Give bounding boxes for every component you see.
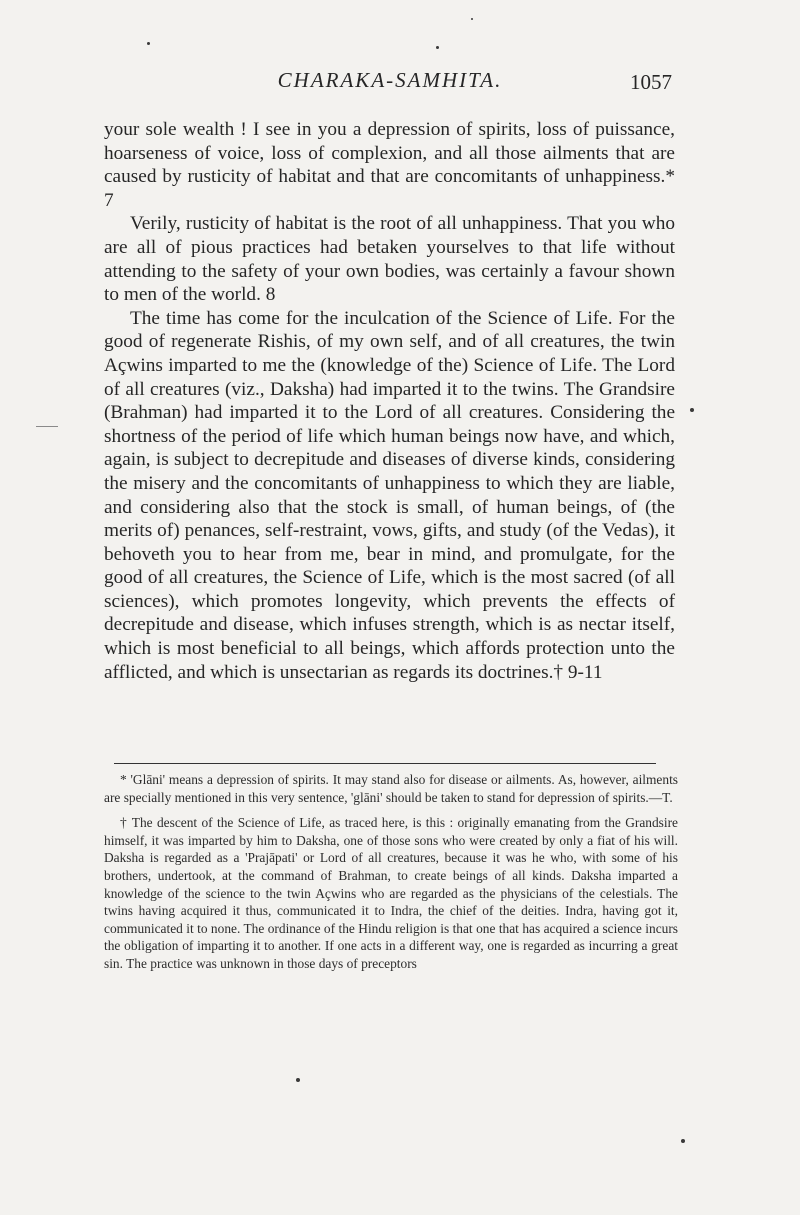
paragraph-3: The time has come for the inculcation of the Science of Life. For the good of regenerate Rishis, of my own self, and of all creatures, the twin Açwins imparted to me the (knowledge of the) Science of Life. The Lord of all creatures (viz., Daksha) had imparted it to the twins. The Grandsire (Brahman) had imparted it to the Lord of all creatures. Considering the shortness of the period of life which human beings now have, and which, again, is subject to decrepitude and diseases of diverse kinds, considering the misery and the concomitants of unhappiness to which they are liable, and considering also that the stock is small, of human beings, of (the merits of) penances, self-restraint, vows, gifts, and study (of the Vedas), it behoveth you to hear from me, bear in mind, and promulgate, for the good of all creatures, the Science of Life, which is the most sacred (of all sciences), which promotes longevity, which prevents the effects of decrepitude and disease, which infuses strength, which is as nectar itself, which is most beneficial to all beings, which affords protection unto the afflicted, and which is unsectarian as regards its doctrines.† 9-11 [104, 307, 675, 683]
footnote-1: * 'Glāni' means a depression of spirits. It may stand also for disease or ailments. As, however, ailments are specially mentioned in this very sentence, 'glāni' should be taken to stand for depression of spirits.—T. [104, 772, 678, 805]
paragraph-2: Verily, rusticity of habitat is the root of all unhappiness. That you who are all of pious practices had betaken yourselves to that life without attending to the safety of your own bodies, was certainly a favour shown to men of the world. 8 [104, 213, 675, 306]
ink-speck [436, 46, 439, 49]
ink-speck [690, 408, 694, 412]
footnotes [104, 771, 678, 981]
ink-speck [681, 1139, 685, 1143]
page-number: 1057 [630, 70, 672, 94]
running-title: CHARAKA-SAMHITA. [277, 68, 503, 92]
main-text [104, 118, 675, 684]
ink-speck [471, 18, 473, 20]
ink-speck [147, 42, 150, 45]
ink-speck [296, 1078, 300, 1082]
footnote-divider [114, 763, 656, 764]
running-head [104, 68, 676, 104]
footnote-2: † The descent of the Science of Life, as traced here, is this : originally emanating from the Grandsire himself, it was imparted by him to Daksha, one of those sons who were created by only a fiat of his will. Daksha is regarded as a 'Prajāpati' or Lord of all creatures, because it was he who, with some of his brothers, undertook, at the command of Brahman, to create beings of all kinds. Daksha imparted a knowledge of the science to the twin Açwins who are regarded as the physicians of the celestials. The twins having acquired it thus, communicated it to Indra, the chief of the deities. Indra, having got it, communicated it to none. The ordinance of the Hindu religion is that one that has acquired a science incurs the obligation of imparting it to another. If one acts in a different way, one is regarded as incurring a great sin. The practice was unknown in those days of preceptors [104, 815, 678, 971]
margin-mark [36, 426, 58, 427]
paragraph-1: your sole wealth ! I see in you a depression of spirits, loss of puissance, hoarseness of voice, loss of complexion, and all those ailments that are caused by rusticity of habitat and that are concomitants of unhappiness.* 7 [104, 119, 675, 211]
